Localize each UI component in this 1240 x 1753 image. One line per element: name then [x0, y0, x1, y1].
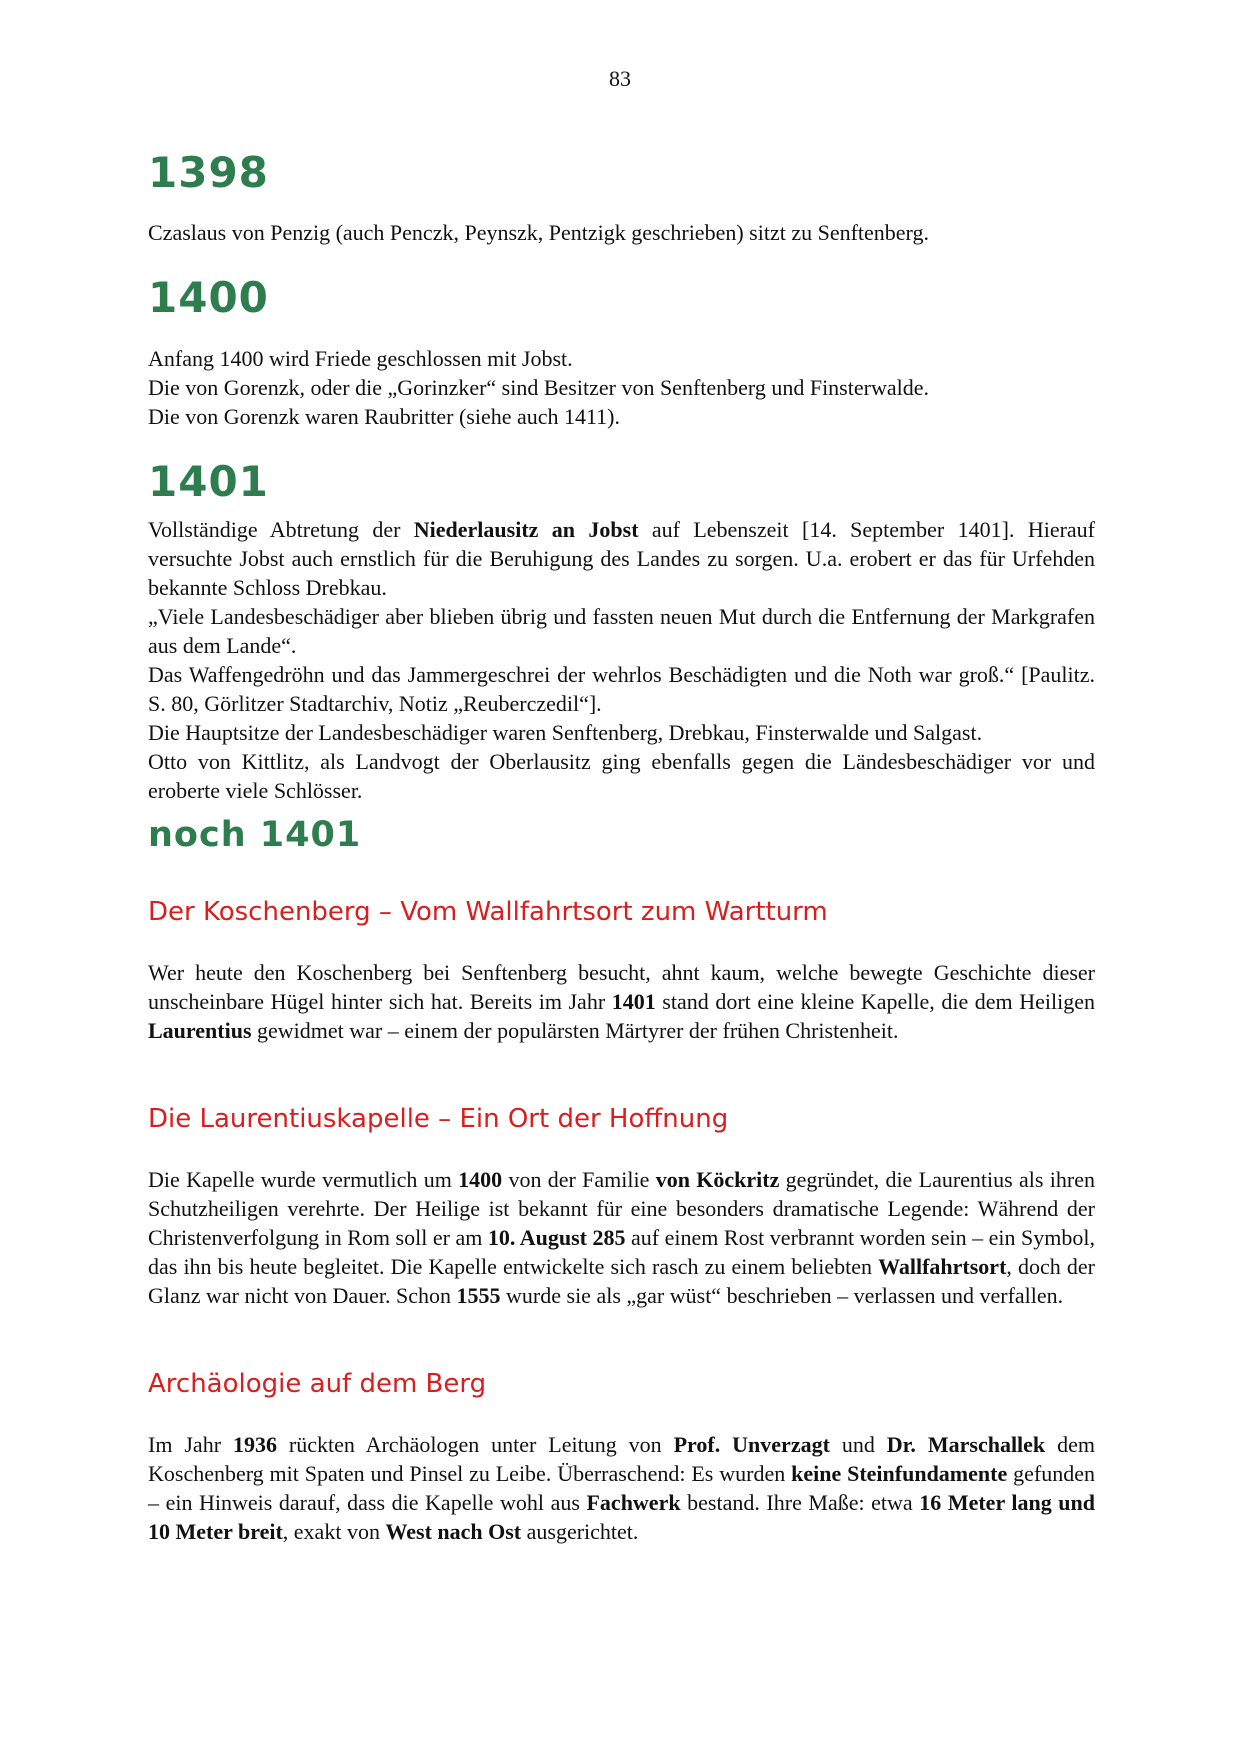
text-block: „Viele Landesbeschädiger aber blieben übrig und fassten neuen Mut durch die Entfernung der Markgrafen aus dem Lande“.	[148, 604, 1095, 658]
paragraph-1401	[148, 515, 1095, 805]
paragraph-koschenberg: Wer heute den Koschenberg bei Senftenberg besucht, ahnt kaum, welche bewegte Geschichte dieser unscheinbare Hügel hinter sich hat. Bereits im Jahr 1401 stand dort eine kleine Kapelle, die dem Heiligen Laurentius gewidmet war – einem der populärsten Märtyrer der frühen Christenheit.	[148, 960, 1095, 1043]
line: Anfang 1400 wird Friede geschlossen mit Jobst.	[148, 346, 573, 371]
paragraph-1400	[148, 344, 1095, 431]
line: Die von Gorenzk, oder die „Gorinzker“ sind Besitzer von Senftenberg und Finsterwalde.	[148, 375, 929, 400]
page-number: 83	[609, 66, 631, 91]
year-heading-noch-1401: noch 1401	[148, 815, 362, 855]
paragraph-1398: Czaslaus von Penzig (auch Penczk, Peynszk, Pentzigk geschrieben) sitzt zu Senftenberg.	[148, 220, 929, 245]
text-block: Das Waffengedröhn und das Jammergeschrei der wehrlos Beschädigten und die Noth war groß.“ [Paulitz. S. 80, Görlitzer Stadtarchiv, Notiz „Reuberczedil“].	[148, 662, 1095, 716]
year-heading-1400: 1400	[148, 273, 269, 322]
text-block: Vollständige Abtretung der Niederlausitz an Jobst auf Lebenszeit [14. September 1401]. Hierauf versuchte Jobst auch ernstlich für die Beruhigung des Landes zu sorgen. U.a. erobert er das für Urfehden bekannte Schloss Drebkau.	[148, 517, 1096, 600]
section-heading-laurentiuskapelle: Die Laurentiuskapelle – Ein Ort der Hoffnung	[148, 1104, 729, 1134]
year-heading-1398: 1398	[148, 148, 269, 197]
year-heading-1401: 1401	[148, 457, 269, 506]
text-block: Die Hauptsitze der Landesbeschädiger waren Senftenberg, Drebkau, Finsterwalde und Salgast.	[148, 720, 983, 745]
section-heading-koschenberg: Der Koschenberg – Vom Wallfahrtsort zum Wartturm	[148, 897, 828, 927]
paragraph-laurentiuskapelle: Die Kapelle wurde vermutlich um 1400 von der Familie von Köckritz gegründet, die Laurentius als ihren Schutzheiligen verehrte. Der Heilige ist bekannt für eine besonders dramatische Legende: Während der Christenverfolgung in Rom soll er am 10. August 285 auf einem Rost verbrannt worden sein – ein Symbol, das ihn bis heute begleitet. Die Kapelle entwickelte sich rasch zu einem beliebten Wallfahrtsort, doch der Glanz war nicht von Dauer. Schon 1555 wurde sie als „gar wüst“ beschrieben – verlassen und verfallen.	[148, 1167, 1095, 1308]
line: Die von Gorenzk waren Raubritter (siehe auch 1411).	[148, 404, 621, 429]
paragraph-archaeologie: Im Jahr 1936 rückten Archäologen unter Leitung von Prof. Unverzagt und Dr. Marschallek dem Koschenberg mit Spaten und Pinsel zu Leibe. Überraschend: Es wurden keine Steinfundamente gefunden – ein Hinweis darauf, dass die Kapelle wohl aus Fachwerk bestand. Ihre Maße: etwa 16 Meter lang und 10 Meter breit, exakt von West nach Ost ausgerichtet.	[148, 1432, 1096, 1544]
text-block: Otto von Kittlitz, als Landvogt der Oberlausitz ging ebenfalls gegen die Ländesbeschädiger vor und eroberte viele Schlösser.	[148, 749, 1095, 803]
section-heading-archaeologie: Archäologie auf dem Berg	[148, 1369, 487, 1399]
